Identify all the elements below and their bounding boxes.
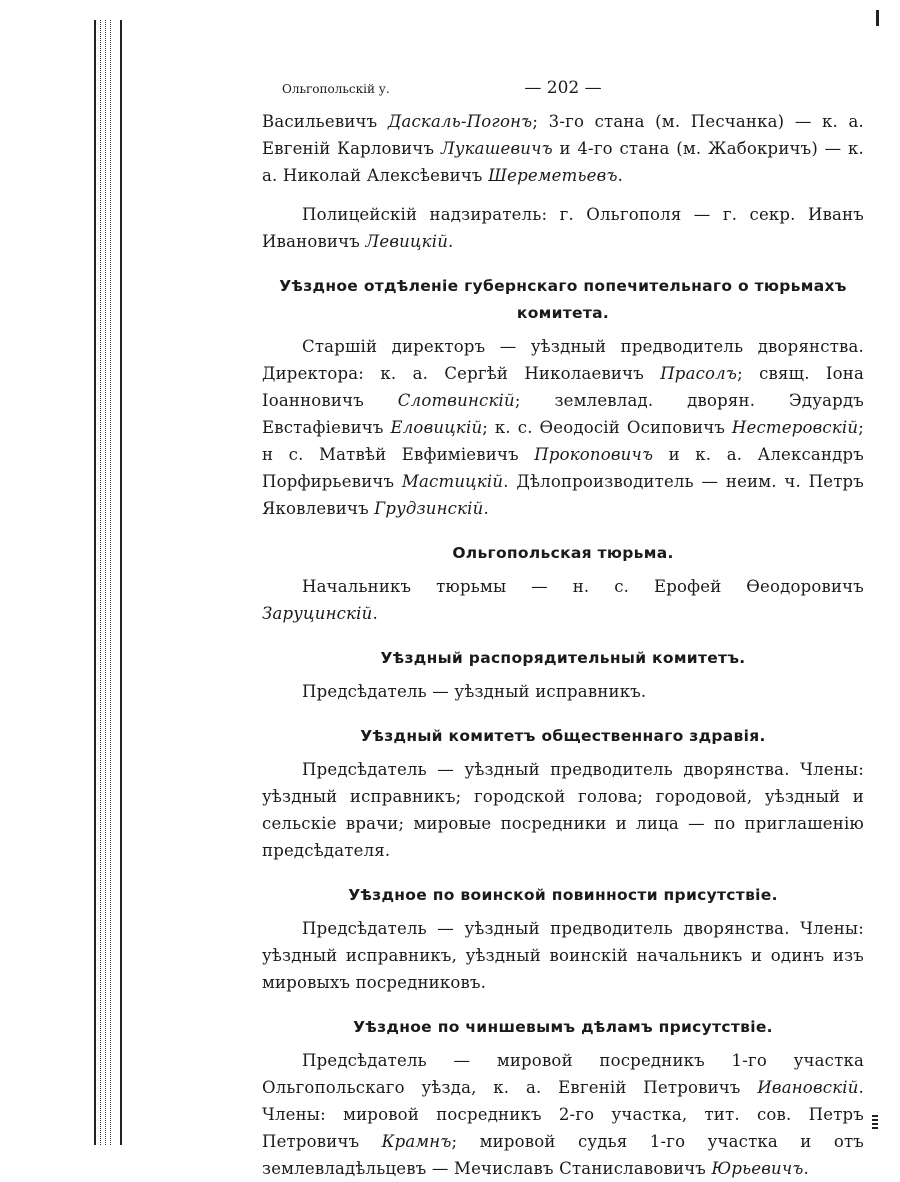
text-run: и к. а. Александръ Порфирьевичъ: [262, 445, 864, 491]
section-heading: Ольгопольская тюрьма.: [452, 544, 674, 562]
surname: Юрьевичъ: [711, 1159, 804, 1178]
text-run: Предсѣдатель — уѣздный исправникъ.: [302, 682, 647, 701]
scan-mark-top: [876, 10, 879, 26]
text-run: . Члены: мировой посредникъ 2-го участка, тит. сов. Петръ Петровичъ: [262, 1078, 864, 1151]
text-run: . Дѣлопроизводитель — неим. ч. Петръ Яковлевичъ: [262, 472, 864, 518]
surname: Левицкій: [365, 232, 449, 251]
running-head-district: Ольгопольскій у.: [282, 82, 390, 96]
page-number: — 202 —: [524, 78, 602, 98]
text-run: Васильевичъ: [262, 112, 388, 131]
paragraph: [262, 333, 864, 522]
text-run: .: [617, 166, 624, 185]
surname: Мастицкій: [401, 472, 504, 491]
text-run: .: [483, 499, 489, 518]
surname: Заруцинскій: [262, 604, 373, 623]
text-run: Предсѣдатель — уѣздный предводитель дворянства. Члены: уѣздный исправникъ; городской голова; городовой, уѣздный и сельскіе врачи; мировые посредники и лица — по приглашенію предсѣдателя.: [262, 760, 864, 860]
text-run: Начальникъ тюрьмы — н. с. Ерофей Ѳеодоровичъ: [302, 577, 864, 596]
text-run: ; н с. Матвѣй Евфиміевичъ: [262, 418, 864, 464]
text-run: .: [803, 1159, 809, 1178]
surname: Прокоповичъ: [534, 445, 654, 464]
paragraph: [262, 573, 864, 627]
text-run: ; землевлад. дворян. Эдуардъ Евстафіевичъ: [262, 391, 864, 437]
surname: Лукашевичъ: [440, 139, 553, 158]
text-run: ; 3-го стана (м. Песчанка) — к. а. Евгеній Карловичъ: [262, 112, 864, 158]
text-run: Полицейскій надзиратель: г. Ольгополя — г. секр. Иванъ Ивановичъ: [262, 205, 864, 251]
page: [262, 78, 864, 1182]
surname: Шереметьевъ: [488, 166, 618, 185]
text-run: ; мировой судья 1-го участка и отъ землевладѣльцевъ — Мечиславъ Станиславовичъ: [262, 1132, 865, 1178]
text-run: и 4-го стана (м. Жабокричъ) — к. а. Николай Алексѣевичъ: [262, 139, 864, 185]
scan-mark-bottom: [872, 1115, 878, 1129]
surname: Даскаль-Погонъ: [387, 112, 533, 131]
running-head: [262, 78, 864, 108]
paragraph: [262, 915, 864, 996]
text-run: .: [448, 232, 454, 251]
text-run: Предсѣдатель — уѣздный предводитель дворянства. Члены: уѣздный исправникъ, уѣздный воинскій начальникъ и одинъ изъ мировыхъ посредниковъ.: [262, 919, 864, 992]
surname: Прасолъ: [660, 364, 738, 383]
surname: Грудзинскій: [374, 499, 484, 518]
binding-gutter: [92, 20, 132, 1145]
text-run: ; свящ. Іона Іоанновичъ: [262, 364, 865, 410]
surname: Слотвинскій: [397, 391, 515, 410]
paragraph: [262, 678, 864, 705]
paragraph: [262, 756, 864, 864]
section-heading: Уѣздное по чиншевымъ дѣламъ присутствіе.: [353, 1018, 773, 1036]
paragraph: [262, 201, 864, 255]
surname: Еловицкій: [390, 418, 483, 437]
text-run: .: [372, 604, 378, 623]
text-run: ; к. с. Ѳеодосій Осиповичъ: [482, 418, 732, 437]
text-run: Предсѣдатель — мировой посредникъ 1-го участка Ольгопольскаго уѣзда, к. а. Евгеній Петровичъ: [262, 1051, 864, 1097]
text-run: Старшій директоръ — уѣздный предводитель дворянства. Директора: к. а. Сергѣй Николаевичъ: [262, 337, 864, 383]
section-heading: Уѣздное по воинской повинности присутствіе.: [348, 886, 778, 904]
surname: Крамнъ: [381, 1132, 452, 1151]
section-heading: Уѣздный комитетъ общественнаго здравія.: [360, 727, 766, 745]
paragraph: [262, 108, 864, 189]
surname: Нестеровскій: [731, 418, 859, 437]
section-heading: Уѣздный распорядительный комитетъ.: [380, 649, 746, 667]
surname: Ивановскій: [757, 1078, 859, 1097]
section-heading: Уѣздное отдѣленіе губернскаго попечительнаго о тюрьмахъ комитета.: [279, 277, 847, 322]
paragraph: [262, 1047, 864, 1182]
